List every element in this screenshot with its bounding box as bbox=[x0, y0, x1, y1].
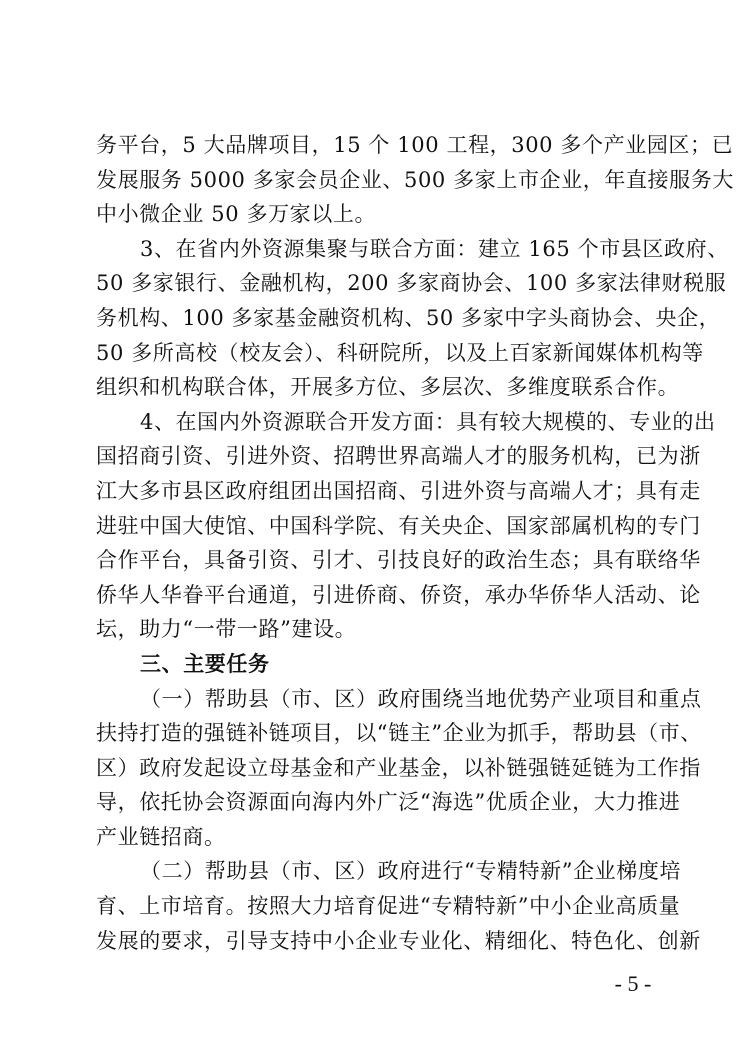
text-line: 导，依托协会资源面向海内外广泛“海选”优质企业，大力推进 bbox=[96, 790, 681, 815]
text-line: （一）帮助县（市、区）政府围绕当地优势产业项目和重点 bbox=[140, 686, 702, 711]
text-line: 组织和机构联合体，开展多方位、多层次、多维度联系合作。 bbox=[96, 375, 680, 400]
text-line: 侨华人华眷平台通道，引进侨商、侨资，承办华侨华人活动、论 bbox=[96, 582, 701, 607]
heading-text: 三、主要任务 bbox=[140, 651, 270, 676]
text-line: 50 多家银行、金融机构，200 多家商协会、100 多家法律财税服 bbox=[96, 271, 727, 296]
text-line: 发展服务 5000 多家会员企业、500 多家上市企业，年直接服务大 bbox=[96, 167, 734, 192]
text-line: 4、在国内外资源联合开发方面：具有较大规模的、专业的出 bbox=[140, 409, 716, 434]
text-line: 区）政府发起设立母基金和产业基金，以补链强链延链为工作指 bbox=[96, 755, 701, 780]
text-line: 发展的要求，引导支持中小企业专业化、精细化、特色化、创新 bbox=[96, 928, 701, 953]
text-line: 务机构、100 多家基金融资机构、50 多家中字头商协会、央企， bbox=[96, 305, 721, 330]
text-line: 50 多所高校（校友会）、科研院所，以及上百家新闻媒体机构等 bbox=[96, 340, 704, 365]
text-line: 扶持打造的强链补链项目，以“链主”企业为抓手，帮助县（市、 bbox=[96, 721, 702, 746]
paragraph-international-development bbox=[96, 405, 716, 647]
text-line: 进驻中国大使馆、中国科学院、有关央企、国家部属机构的专门 bbox=[96, 513, 701, 538]
paragraph-resource-gathering bbox=[96, 232, 729, 405]
paragraph-task-two bbox=[96, 854, 701, 958]
text-line: 国招商引资、引进外资、招聘世界高端人才的服务机构，已为浙 bbox=[96, 444, 701, 469]
section-heading-main-tasks bbox=[96, 647, 666, 682]
paragraph-service-platform bbox=[96, 128, 734, 232]
text-line: 务平台，5 大品牌项目，15 个 100 工程，300 多个产业园区；已 bbox=[96, 133, 734, 157]
text-line: 产业链招商。 bbox=[96, 824, 226, 849]
text-line: 坛，助力“一带一路”建设。 bbox=[96, 617, 357, 642]
text-line: 合作平台，具备引资、引才、引技良好的政治生态；具有联络华 bbox=[96, 548, 701, 573]
document-body bbox=[96, 128, 734, 958]
paragraph-task-one bbox=[96, 682, 702, 855]
text-line: 中小微企业 50 多万家以上。 bbox=[96, 202, 377, 227]
text-line: 育、上市培育。按照大力培育促进“专精特新”中小企业高质量 bbox=[96, 894, 681, 919]
text-line: 3、在省内外资源集聚与联合方面：建立 165 个市县区政府、 bbox=[140, 236, 729, 261]
text-line: 江大多市县区政府组团出国招商、引进外资与高端人才；具有走 bbox=[96, 478, 701, 503]
text-line: （二）帮助县（市、区）政府进行“专精特新”企业梯度培 bbox=[140, 859, 682, 884]
page-number: - 5 - bbox=[614, 971, 652, 996]
